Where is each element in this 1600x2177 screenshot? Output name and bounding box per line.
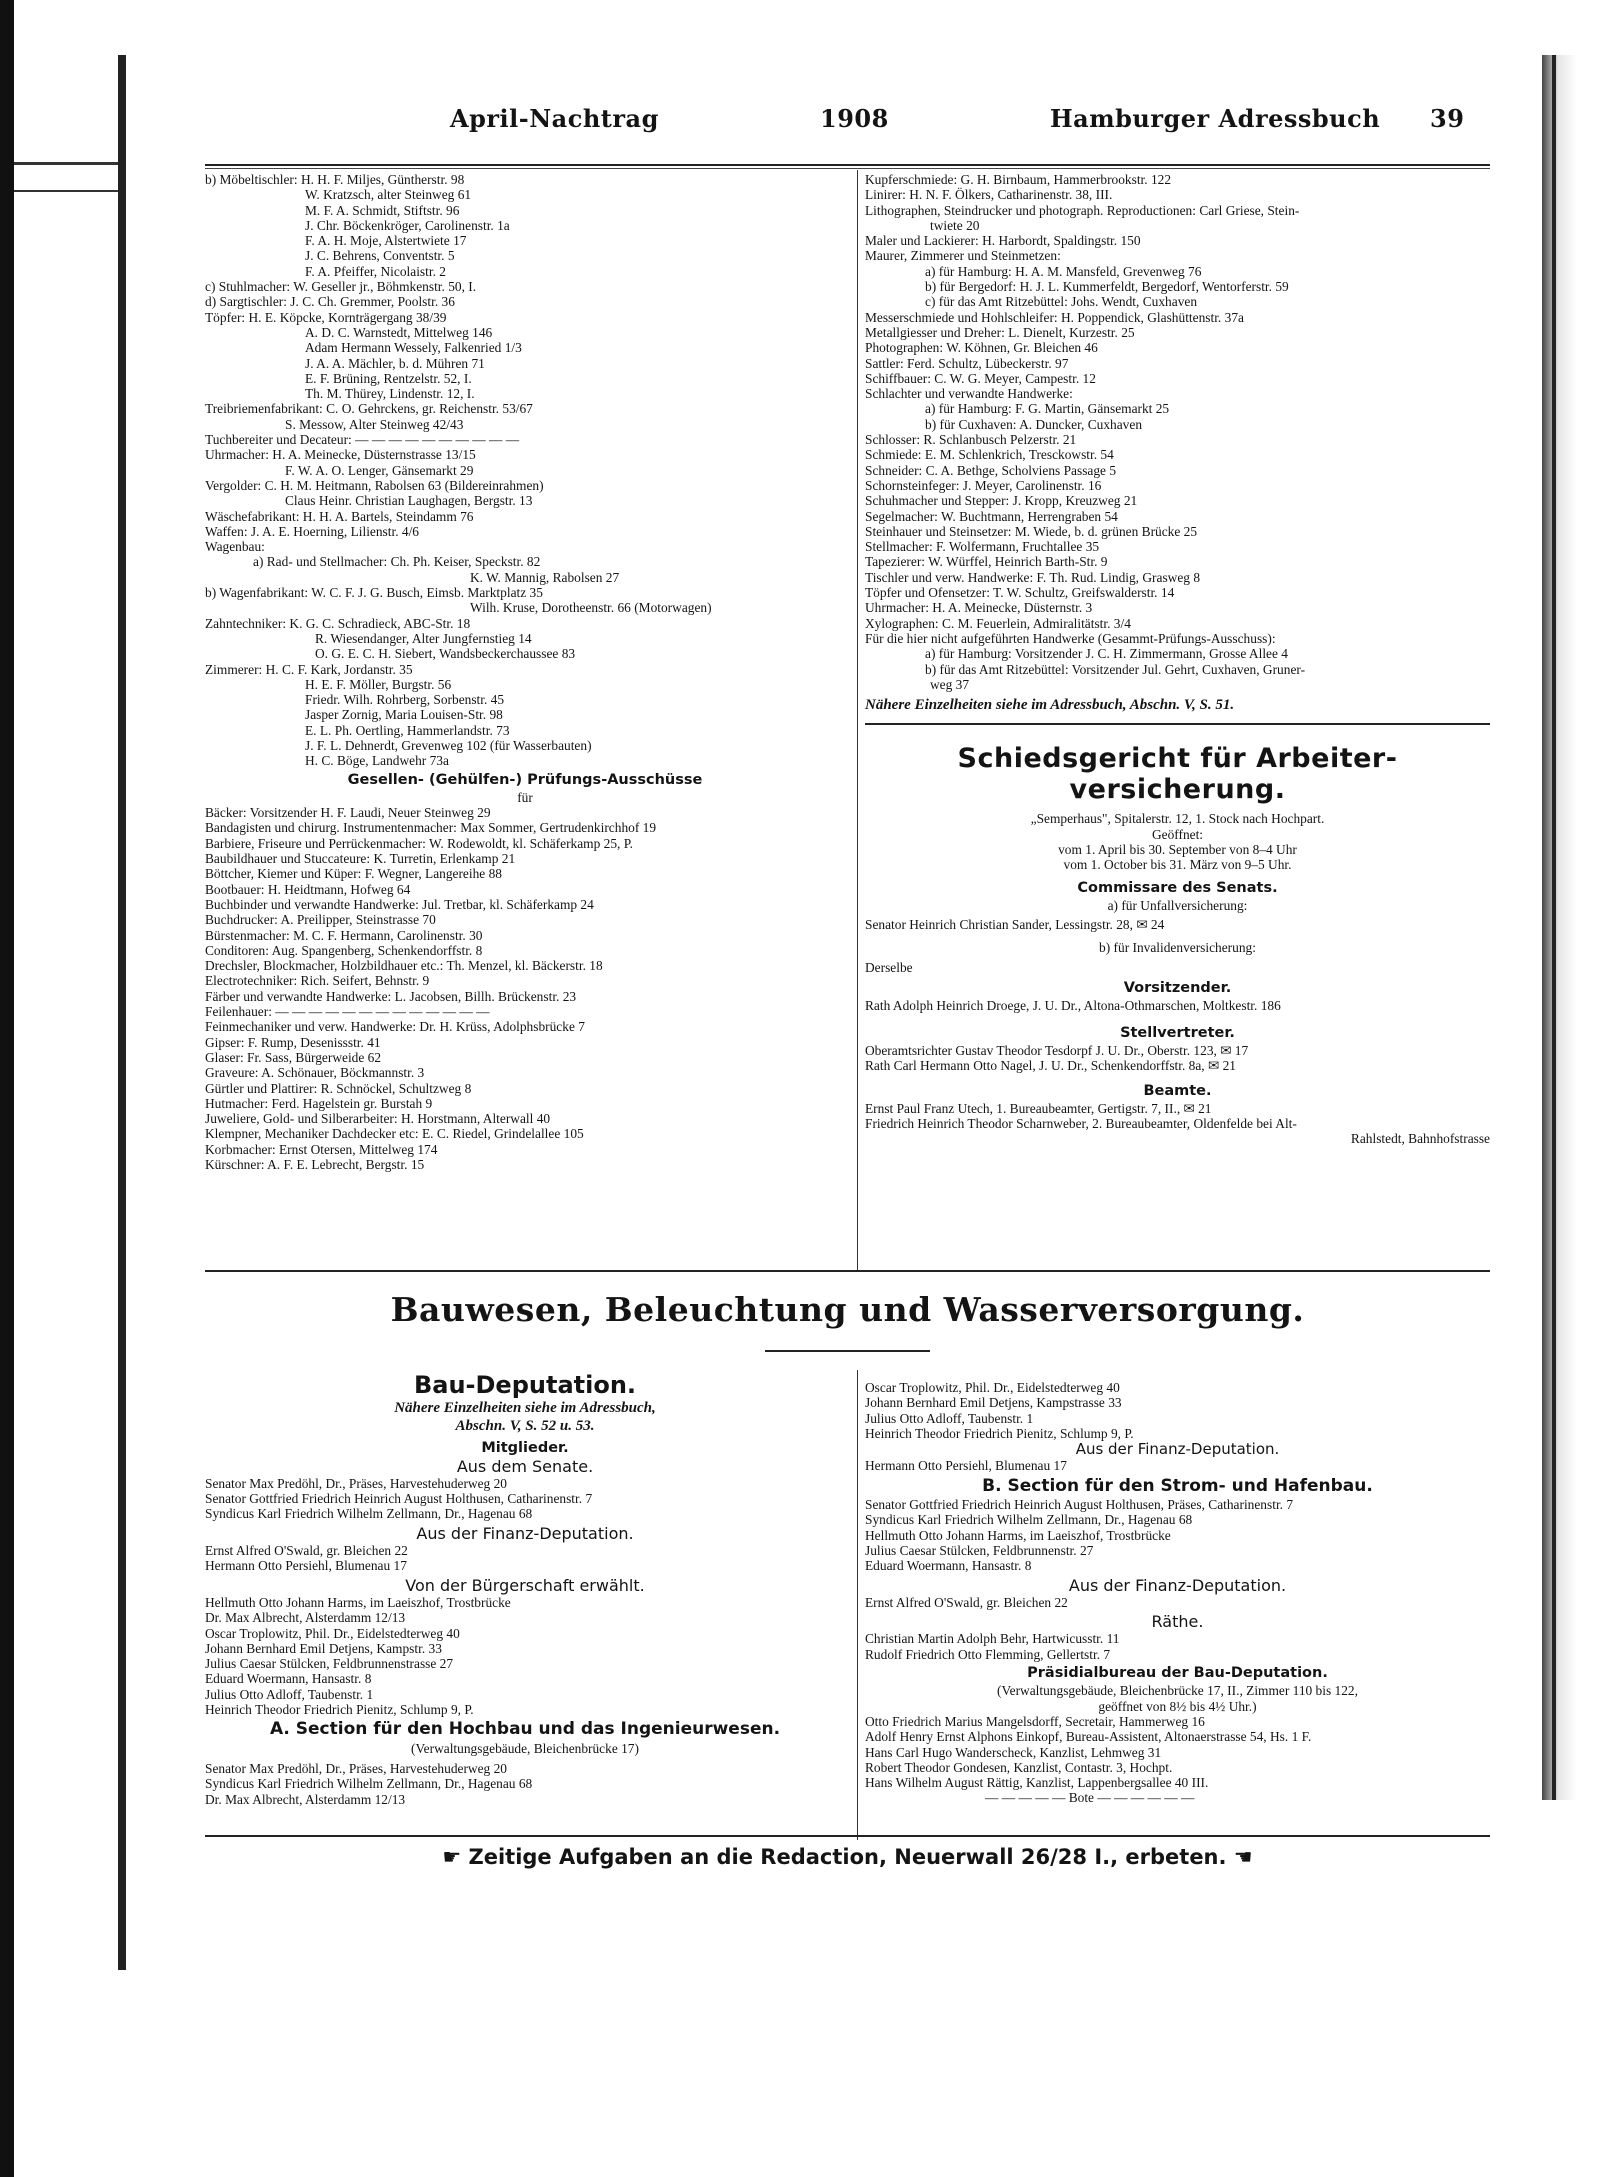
list-item: Segelmacher: W. Buchtmann, Herrengraben 54: [865, 508, 1118, 524]
buerger-title: Von der Bürgerschaft erwählt.: [405, 1575, 645, 1595]
bau-note-2: Abschn. V, S. 52 u. 53.: [455, 1418, 595, 1435]
list-item: M. F. A. Schmidt, Stiftstr. 96: [305, 202, 460, 218]
list-item: Töpfer und Ofensetzer: T. W. Schultz, Greifswalderstr. 14: [865, 585, 1175, 601]
schiedsgericht-title-1: Schiedsgericht für Arbeiter-: [957, 743, 1398, 775]
list-item: a) Rad- und Stellmacher: Ch. Ph. Keiser, Speckstr. 82: [253, 554, 541, 570]
list-item: c) für das Amt Ritzebüttel: Johs. Wendt, Cuxhaven: [925, 294, 1198, 310]
list-item: Gürtler und Plattirer: R. Schnöckel, Schultzweg 8: [205, 1080, 472, 1096]
list-item: Bürstenmacher: M. C. F. Hermann, Carolinenstr. 30: [205, 927, 483, 943]
list-item: Adolf Henry Ernst Alphons Einkopf, Bureau-Assistent, Altonaerstrasse 54, Hs. 1 F.: [865, 1729, 1312, 1745]
list-item: Kürschner: A. F. E. Lebrecht, Bergstr. 15: [205, 1157, 425, 1172]
list-item: Wäschefabrikant: H. H. A. Bartels, Steindamm 76: [205, 508, 474, 524]
vorsitzender-person: Rath Adolph Heinrich Droege, J. U. Dr., Altona-Othmarschen, Moltkestr. 186: [865, 998, 1281, 1014]
list-item: J. Chr. Böckenkröger, Carolinenstr. 1a: [305, 217, 510, 233]
invaliden-label: b) für Invalidenversicherung:: [1099, 940, 1256, 956]
finanz-title-right: Aus der Finanz-Deputation.: [1075, 1440, 1280, 1459]
directory-page: [205, 100, 1490, 1880]
list-item: Für die hier nicht aufgeführten Handwerke (Gesammt-Prüfungs-Ausschuss):: [865, 630, 1276, 646]
list-item: Electrotechniker: Rich. Seifert, Behnstr. 9: [205, 973, 430, 989]
list-item: b) Wagenfabrikant: W. C. F. J. G. Busch, Eimsb. Marktplatz 35: [205, 585, 543, 601]
list-item: Wilh. Kruse, Dorotheenstr. 66 (Motorwagen): [470, 600, 712, 616]
list-item: Otto Friedrich Marius Mangelsdorff, Secretair, Hammerweg 16: [865, 1713, 1205, 1729]
list-item: Feinmechaniker und verw. Handwerke: Dr. H. Krüss, Adolphsbrücke 7: [205, 1019, 585, 1035]
list-item: Stellmacher: F. Wolfermann, Fruchtallee 35: [865, 539, 1100, 555]
schiedsgericht-address: „Semperhaus", Spitalerstr. 12, 1. Stock nach Hochpart.: [1030, 811, 1325, 827]
list-item: Linirer: H. N. F. Ölkers, Catharinenstr. 38, III.: [865, 187, 1113, 203]
header-title: Hamburger Adressbuch: [1050, 104, 1381, 133]
list-item: Th. M. Thürey, Lindenstr. 12, I.: [305, 386, 475, 402]
list-item: Feilenhauer: — — — — — — — — — — — — —: [205, 1004, 490, 1020]
list-item: Klempner, Mechaniker Dachdecker etc: E. C. Riedel, Grindelallee 105: [205, 1126, 584, 1142]
list-item: Graveure: A. Schönauer, Böckmannstr. 3: [205, 1065, 425, 1081]
list-item: Adam Hermann Wessely, Falkenried 1/3: [305, 340, 522, 356]
list-item: a) für Hamburg: H. A. M. Mansfeld, Grevenweg 76: [925, 263, 1202, 279]
gesellen-title: Gesellen- (Gehülfen-) Prüfungs-Ausschüsse: [347, 771, 703, 788]
list-item: Barbiere, Friseure und Perrückenmacher: W. Rodewoldt, kl. Schäferkamp 25, P.: [205, 835, 634, 851]
list-item: Böttcher, Kiemer und Küper: F. Wegner, Langereihe 88: [205, 866, 502, 882]
invaliden-person: Derselbe: [865, 959, 913, 975]
section-a-title: A. Section für den Hochbau und das Ingenieurwesen.: [269, 1719, 781, 1740]
buerger-members-cont: [865, 1380, 1490, 1441]
header-left: April-Nachtrag: [450, 104, 659, 133]
trade-list-left: [205, 172, 845, 769]
section-divider: [205, 1270, 1490, 1272]
list-item: Bandagisten und chirurg. Instrumentenmacher: Max Sommer, Gertrudenkirchhof 19: [205, 820, 657, 836]
stellvertreter-1: Oberamtsrichter Gustav Theodor Tesdorpf J. U. Dr., Oberstr. 123, ✉ 17: [865, 1042, 1249, 1058]
list-item: W. Kratzsch, alter Steinweg 61: [305, 187, 472, 203]
list-item: O. G. E. C. H. Siebert, Wandsbeckerchaussee 83: [315, 646, 576, 662]
list-item: Drechsler, Blockmacher, Holzbildhauer etc.: Th. Menzel, kl. Bäckerstr. 18: [205, 958, 603, 974]
senate-title: Aus dem Senate.: [456, 1456, 594, 1476]
list-item: Johann Bernhard Emil Detjens, Kampstr. 33: [205, 1640, 442, 1656]
book-spine: [118, 55, 126, 1970]
bau-note-1: Nähere Einzelheiten siehe im Adressbuch,: [394, 1400, 656, 1417]
list-item: — — — — — Bote — — — — — —: [985, 1790, 1195, 1806]
list-item: Hans Carl Hugo Wanderscheck, Kanzlist, Lehmweg 31: [865, 1744, 1162, 1760]
previous-page-rule: [14, 190, 118, 192]
list-item: Schlachter und verwandte Handwerke:: [865, 386, 1073, 402]
list-item: Buchdrucker: A. Preilipper, Steinstrasse 70: [205, 912, 436, 928]
stellvertreter-2: Rath Carl Hermann Otto Nagel, J. U. Dr., Schenkendorffstr. 8a, ✉ 21: [865, 1058, 1236, 1074]
praesidial-members: [865, 1714, 1490, 1806]
list-item: Treibriemenfabrikant: C. O. Gehrckens, gr. Reichenstr. 53/67: [205, 401, 533, 417]
praesidial-address-1: (Verwaltungsgebäude, Bleichenbrücke 17, II., Zimmer 110 bis 122,: [997, 1683, 1358, 1699]
list-item: Heinrich Theodor Friedrich Pienitz, Schlump 9, P.: [205, 1702, 474, 1718]
list-item: Syndicus Karl Friedrich Wilhelm Zellmann, Dr., Hagenau 68: [205, 1776, 533, 1792]
open-label: Geöffnet:: [1151, 826, 1204, 842]
list-item: b) für Bergedorf: H. J. L. Kummerfeldt, Bergedorf, Wentorferstr. 59: [925, 279, 1289, 295]
list-item: a) für Hamburg: Vorsitzender J. C. H. Zimmermann, Grosse Allee 4: [925, 646, 1288, 662]
list-item: b) Möbeltischler: H. H. F. Miljes, Güntherstr. 98: [205, 172, 465, 187]
list-item: Juweliere, Gold- und Silberarbeiter: H. Horstmann, Alterwall 40: [205, 1111, 551, 1127]
list-item: Rudolf Friedrich Otto Flemming, Gellertstr. 7: [865, 1646, 1111, 1662]
list-item: F. A. H. Moje, Alstertwiete 17: [305, 233, 467, 249]
beamte-1: Ernst Paul Franz Utech, 1. Bureaubeamter, Gertigstr. 7, II., ✉ 21: [865, 1100, 1212, 1116]
list-item: Eduard Woermann, Hansastr. 8: [205, 1671, 372, 1687]
list-item: Schiffbauer: C. W. G. Meyer, Campestr. 12: [865, 370, 1096, 386]
schiedsgericht-title-2: versicherung.: [1069, 774, 1286, 806]
list-item: H. C. Böge, Landwehr 73a: [305, 753, 449, 769]
bauwesen-title: Bauwesen, Beleuchtung und Wasserversorgung.: [390, 1290, 1305, 1329]
list-item: Robert Theodor Gondesen, Kanzlist, Contastr. 3, Hochpt.: [865, 1759, 1173, 1775]
list-item: E. F. Brüning, Rentzelstr. 52, I.: [305, 370, 472, 386]
finanz-title: Aus der Finanz-Deputation.: [416, 1523, 634, 1543]
header-year: 1908: [820, 104, 889, 133]
list-item: weg 37: [930, 676, 970, 692]
hours-winter: vom 1. October bis 31. März von 9–5 Uhr.: [1063, 857, 1292, 873]
list-item: Maurer, Zimmerer und Steinmetzen:: [865, 248, 1061, 264]
list-item: Töpfer: H. E. Köpcke, Kornträgergang 38/39: [205, 309, 447, 325]
right-column: [865, 172, 1490, 1147]
stellvertreter-title: Stellvertreter.: [1120, 1024, 1235, 1041]
footer-rule: [205, 1835, 1490, 1837]
list-item: Hans Wilhelm August Rättig, Kanzlist, Lappenbergsallee 40 III.: [865, 1775, 1209, 1791]
page-header: [205, 100, 1490, 150]
list-item: Uhrmacher: H. A. Meinecke, Düsternstr. 3: [865, 600, 1093, 616]
list-item: E. L. Ph. Oertling, Hammerlandstr. 73: [305, 722, 510, 738]
list-item: Gipser: F. Rump, Desenissstr. 41: [205, 1034, 381, 1050]
list-item: J. A. A. Mächler, b. d. Mühren 71: [305, 355, 485, 371]
trade-list-right: [865, 172, 1490, 692]
list-item: twiete 20: [930, 217, 980, 233]
list-item: Uhrmacher: H. A. Meinecke, Düsternstrasse 13/15: [205, 447, 476, 463]
list-item: Dr. Max Albrecht, Alsterdamm 12/13: [205, 1610, 406, 1626]
column-divider: [857, 1370, 858, 1840]
list-item: Buchbinder und verwandte Handwerke: Jul. Tretbar, kl. Schäferkamp 24: [205, 896, 594, 912]
beamte-title: Beamte.: [1143, 1082, 1212, 1099]
bau-deputation-title: Bau-Deputation.: [413, 1371, 637, 1399]
list-item: Johann Bernhard Emil Detjens, Kampstrasse 33: [865, 1395, 1122, 1411]
list-item: Schneider: C. A. Bethge, Scholviens Passage 5: [865, 462, 1117, 478]
gesellen-list: [205, 805, 845, 1172]
list-item: J. C. Behrens, Conventstr. 5: [305, 248, 455, 264]
list-item: Dr. Max Albrecht, Alsterdamm 12/13: [205, 1791, 406, 1807]
list-item: Messerschmiede und Hohlschleifer: H. Poppendick, Glashüttenstr. 37a: [865, 309, 1244, 325]
list-item: Senator Max Predöhl, Dr., Präses, Harvestehuderweg 20: [205, 1475, 507, 1491]
list-item: Claus Heinr. Christian Laughagen, Bergstr. 13: [285, 493, 533, 509]
buerger-members: [205, 1595, 845, 1717]
section-a-address: (Verwaltungsgebäude, Bleichenbrücke 17): [411, 1740, 639, 1756]
list-item: Tapezierer: W. Würffel, Heinrich Barth-Str. 9: [865, 554, 1108, 570]
beamte-2: Friedrich Heinrich Theodor Scharnweber, 2. Bureaubeamter, Oldenfelde bei Alt-: [865, 1116, 1297, 1132]
raethe-title: Räthe.: [1151, 1612, 1204, 1632]
list-item: Hellmuth Otto Johann Harms, im Laeiszhof, Trostbrücke: [205, 1594, 511, 1610]
praesidial-address-2: geöffnet von 8½ bis 4½ Uhr.): [1098, 1698, 1257, 1714]
list-item: Eduard Woermann, Hansastr. 8: [865, 1558, 1032, 1574]
list-item: Syndicus Karl Friedrich Wilhelm Zellmann, Dr., Hagenau 68: [205, 1506, 533, 1522]
list-item: Photographen: W. Köhnen, Gr. Bleichen 46: [865, 340, 1098, 356]
list-item: Syndicus Karl Friedrich Wilhelm Zellmann, Dr., Hagenau 68: [865, 1512, 1193, 1528]
list-item: Wagenbau:: [205, 539, 265, 555]
list-item: Baubildhauer und Stuccateure: K. Turretin, Erlenkamp 21: [205, 851, 516, 867]
list-item: Vergolder: C. H. M. Heitmann, Rabolsen 63 (Bildereinrahmen): [205, 477, 544, 493]
list-item: Färber und verwandte Handwerke: L. Jacobsen, Billh. Brückenstr. 23: [205, 988, 577, 1004]
list-item: Hermann Otto Persiehl, Blumenau 17: [205, 1558, 407, 1574]
list-item: Ernst Alfred O'Swald, gr. Bleichen 22: [205, 1543, 408, 1559]
column-divider: [857, 170, 858, 1270]
gesellen-subtitle: für: [517, 789, 533, 805]
previous-page-rule: [14, 162, 118, 165]
list-item: Friedr. Wilh. Rohrberg, Sorbenstr. 45: [305, 692, 505, 708]
list-item: F. A. Pfeiffer, Nicolaistr. 2: [305, 263, 446, 279]
header-rule: [205, 164, 1490, 166]
finanz-member-right: Hermann Otto Persiehl, Blumenau 17: [865, 1458, 1067, 1474]
list-item: Julius Caesar Stülcken, Feldbrunnenstrasse 27: [205, 1656, 454, 1672]
list-item: Senator Gottfried Friedrich Heinrich August Holthusen, Catharinenstr. 7: [205, 1491, 593, 1507]
hours-summer: vom 1. April bis 30. September von 8–4 Uhr: [1058, 841, 1297, 857]
list-item: Korbmacher: Ernst Otersen, Mittelweg 174: [205, 1141, 438, 1157]
title-underline: [765, 1350, 930, 1352]
page-number: 39: [1430, 104, 1465, 133]
list-item: S. Messow, Alter Steinweg 42/43: [285, 416, 464, 432]
list-item: Lithographen, Steindrucker und photograph. Reproductionen: Carl Griese, Stein-: [865, 202, 1300, 218]
list-item: c) Stuhlmacher: W. Geseller jr., Böhmkenstr. 50, I.: [205, 279, 477, 295]
finanz-members: [205, 1543, 845, 1574]
list-item: Zahntechniker: K. G. C. Schradieck, ABC-Str. 18: [205, 615, 471, 631]
footer-notice: ☛ Zeitige Aufgaben an die Redaction, Neuerwall 26/28 I., erbeten. ☚: [442, 1845, 1253, 1869]
section-rule: [865, 723, 1490, 725]
list-item: Sattler: Ferd. Schultz, Lübeckerstr. 97: [865, 355, 1069, 371]
list-item: Christian Martin Adolph Behr, Hartwicusstr. 11: [865, 1631, 1120, 1647]
list-item: Julius Otto Adloff, Taubenstr. 1: [865, 1410, 1034, 1426]
unfall-label: a) für Unfallversicherung:: [1107, 897, 1248, 913]
list-item: Bootbauer: H. Heidtmann, Hofweg 64: [205, 881, 411, 897]
list-item: Bäcker: Vorsitzender H. F. Laudi, Neuer Steinweg 29: [205, 805, 491, 821]
list-item: F. W. A. O. Lenger, Gänsemarkt 29: [285, 462, 474, 478]
list-item: Glaser: Fr. Sass, Bürgerweide 62: [205, 1049, 382, 1065]
list-item: Tischler und verw. Handwerke: F. Th. Rud. Lindig, Grasweg 8: [865, 569, 1201, 585]
bau-left-column: [205, 1371, 845, 1807]
bau-right-column: [865, 1380, 1490, 1806]
beamte-3: Rahlstedt, Bahnhofstrasse: [1350, 1131, 1490, 1147]
list-item: Oscar Troplowitz, Phil. Dr., Eidelstedterweg 40: [865, 1380, 1120, 1395]
list-item: Waffen: J. A. E. Hoerning, Lilienstr. 4/6: [205, 523, 420, 539]
list-item: R. Wiesendanger, Alter Jungfernstieg 14: [315, 630, 532, 646]
finanz2-member: Ernst Alfred O'Swald, gr. Bleichen 22: [865, 1594, 1068, 1610]
section-b-members: [865, 1497, 1490, 1573]
list-item: Tuchbereiter und Decateur: — — — — — — — — — —: [205, 432, 520, 448]
left-column: [205, 172, 845, 1172]
praesidial-title: Präsidialbureau der Bau-Deputation.: [1027, 1665, 1328, 1682]
list-item: J. F. L. Dehnerdt, Grevenweg 102 (für Wasserbauten): [305, 737, 592, 753]
next-page-edge: [1542, 55, 1600, 1800]
list-item: a) für Hamburg: F. G. Martin, Gänsemarkt 25: [925, 401, 1170, 417]
list-item: Heinrich Theodor Friedrich Pienitz, Schlump 9, P.: [865, 1425, 1134, 1441]
list-item: Steinhauer und Steinsetzer: M. Wiede, b. d. grünen Brücke 25: [865, 523, 1198, 539]
unfall-person: Senator Heinrich Christian Sander, Lessingstr. 28, ✉ 24: [865, 917, 1165, 933]
list-item: Schmiede: E. M. Schlenkrich, Tresckowstr. 54: [865, 447, 1114, 463]
list-item: Hellmuth Otto Johann Harms, im Laeiszhof, Trostbrücke: [865, 1527, 1171, 1543]
list-item: Schornsteinfeger: J. Meyer, Carolinenstr. 16: [865, 477, 1102, 493]
finanz2-title: Aus der Finanz-Deputation.: [1068, 1575, 1287, 1595]
section-b-title: B. Section für den Strom- und Hafenbau.: [982, 1475, 1373, 1496]
list-item: K. W. Mannig, Rabolsen 27: [470, 569, 620, 585]
list-item: Senator Max Predöhl, Dr., Präses, Harvestehuderweg 20: [205, 1760, 507, 1776]
list-item: Maler und Lackierer: H. Harbordt, Spaldingstr. 150: [865, 233, 1141, 249]
list-item: Zimmerer: H. C. F. Kark, Jordanstr. 35: [205, 661, 413, 677]
list-item: Julius Otto Adloff, Taubenstr. 1: [205, 1686, 374, 1702]
raethe-members: [865, 1631, 1490, 1662]
header-rule: [205, 168, 1490, 169]
list-item: H. E. F. Möller, Burgstr. 56: [305, 676, 452, 692]
senate-members: [205, 1476, 845, 1522]
list-item: Senator Gottfried Friedrich Heinrich August Holthusen, Präses, Catharinenstr. 7: [865, 1497, 1294, 1513]
commissare-title: Commissare des Senats.: [1077, 879, 1278, 896]
list-item: Julius Caesar Stülcken, Feldbrunnenstr. 27: [865, 1542, 1094, 1558]
list-item: Schuhmacher und Stepper: J. Kropp, Kreuzweg 21: [865, 493, 1138, 509]
previous-page-edge: [0, 0, 14, 2177]
list-item: Kupferschmiede: G. H. Birnbaum, Hammerbrookstr. 122: [865, 172, 1172, 187]
list-item: Hutmacher: Ferd. Hagelstein gr. Burstah 9: [205, 1095, 433, 1111]
vorsitzender-title: Vorsitzender.: [1123, 980, 1232, 997]
list-item: Schlosser: R. Schlanbusch Pelzerstr. 21: [865, 432, 1077, 448]
section-a-members: [205, 1761, 845, 1807]
list-item: Oscar Troplowitz, Phil. Dr., Eidelstedterweg 40: [205, 1625, 460, 1641]
list-item: Metallgiesser und Dreher: L. Dienelt, Kurzestr. 25: [865, 324, 1135, 340]
list-item: d) Sargtischler: J. C. Ch. Gremmer, Poolstr. 36: [205, 294, 455, 310]
right-note: Nähere Einzelheiten siehe im Adressbuch, Abschn. V, S. 51.: [865, 697, 1235, 714]
mitglieder-title: Mitglieder.: [481, 1440, 569, 1457]
list-item: Xylographen: C. M. Feuerlein, Admiralitätstr. 3/4: [865, 615, 1131, 631]
list-item: b) für Cuxhaven: A. Duncker, Cuxhaven: [925, 416, 1143, 432]
list-item: b) für das Amt Ritzebüttel: Vorsitzender Jul. Gehrt, Cuxhaven, Gruner-: [925, 661, 1306, 677]
list-item: Conditoren: Aug. Spangenberg, Schenkendorffstr. 8: [205, 942, 483, 958]
list-item: A. D. C. Warnstedt, Mittelweg 146: [305, 324, 493, 340]
list-item: Jasper Zornig, Maria Louisen-Str. 98: [305, 707, 503, 723]
